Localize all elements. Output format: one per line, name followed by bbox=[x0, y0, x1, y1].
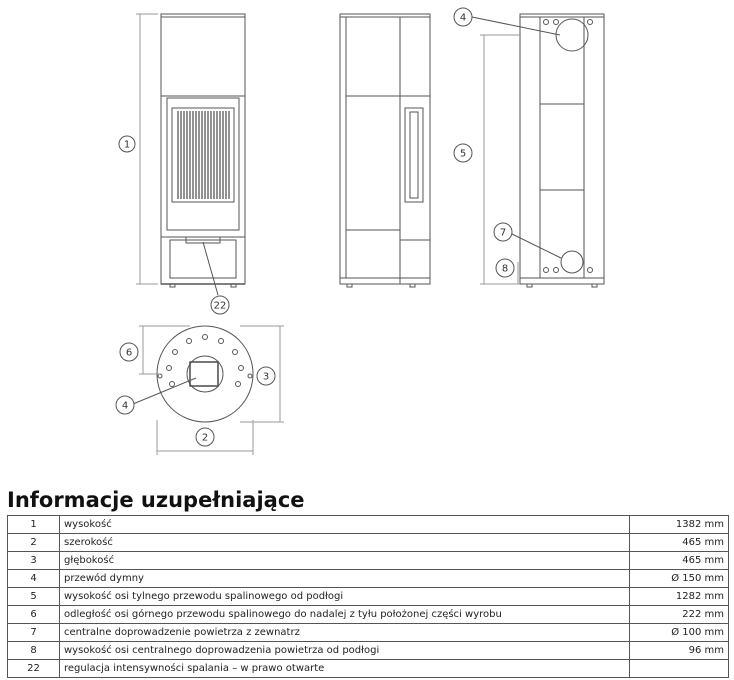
callout-4-rear: 4 bbox=[459, 12, 467, 24]
row-description: odległość osi górnego przewodu spalinowego do nadalej z tyłu położonej części wyrobu bbox=[60, 606, 630, 624]
row-value: Ø 150 mm bbox=[630, 570, 729, 588]
row-description: głębokość bbox=[60, 552, 630, 570]
rear-view-drawing bbox=[472, 14, 604, 287]
callout-8: 8 bbox=[501, 263, 509, 275]
row-description: centralne doprowadzenie powietrza z zewnatrz bbox=[60, 624, 630, 642]
row-number: 2 bbox=[8, 534, 60, 552]
row-value: 222 mm bbox=[630, 606, 729, 624]
row-value: 465 mm bbox=[630, 534, 729, 552]
specification-table bbox=[7, 515, 729, 678]
table-row bbox=[8, 588, 729, 606]
row-number: 8 bbox=[8, 642, 60, 660]
table-row bbox=[8, 552, 729, 570]
row-description: wysokość osi centralnego doprowadzenia powietrza od podłogi bbox=[60, 642, 630, 660]
row-description: regulacja intensywności spalania – w prawo otwarte bbox=[60, 660, 630, 678]
row-value: Ø 100 mm bbox=[630, 624, 729, 642]
side-view-drawing bbox=[340, 14, 430, 287]
row-description: szerokość bbox=[60, 534, 630, 552]
section-title: Informacje uzupełniające bbox=[7, 488, 305, 512]
callout-2: 2 bbox=[201, 432, 209, 444]
table-row bbox=[8, 624, 729, 642]
row-number: 4 bbox=[8, 570, 60, 588]
table-row bbox=[8, 642, 729, 660]
row-number: 22 bbox=[8, 660, 60, 678]
callout-1: 1 bbox=[123, 139, 131, 151]
callout-4-top: 4 bbox=[121, 400, 129, 412]
callout-3: 3 bbox=[262, 371, 270, 383]
callout-7: 7 bbox=[499, 227, 507, 239]
row-value bbox=[630, 660, 729, 678]
callout-5: 5 bbox=[459, 148, 467, 160]
table-row bbox=[8, 534, 729, 552]
row-value: 96 mm bbox=[630, 642, 729, 660]
callout-22: 22 bbox=[213, 300, 227, 312]
table-row bbox=[8, 606, 729, 624]
row-number: 6 bbox=[8, 606, 60, 624]
table-row bbox=[8, 570, 729, 588]
row-description: wysokość osi tylnego przewodu spalinowego od podłogi bbox=[60, 588, 630, 606]
callout-6: 6 bbox=[125, 347, 133, 359]
row-number: 3 bbox=[8, 552, 60, 570]
row-value: 465 mm bbox=[630, 552, 729, 570]
row-description: wysokość bbox=[60, 516, 630, 534]
front-view-drawing bbox=[136, 14, 245, 295]
row-value: 1382 mm bbox=[630, 516, 729, 534]
row-value: 1282 mm bbox=[630, 588, 729, 606]
table-row bbox=[8, 660, 729, 678]
row-number: 1 bbox=[8, 516, 60, 534]
row-description: przewód dymny bbox=[60, 570, 630, 588]
row-number: 5 bbox=[8, 588, 60, 606]
row-number: 7 bbox=[8, 624, 60, 642]
table-row bbox=[8, 516, 729, 534]
